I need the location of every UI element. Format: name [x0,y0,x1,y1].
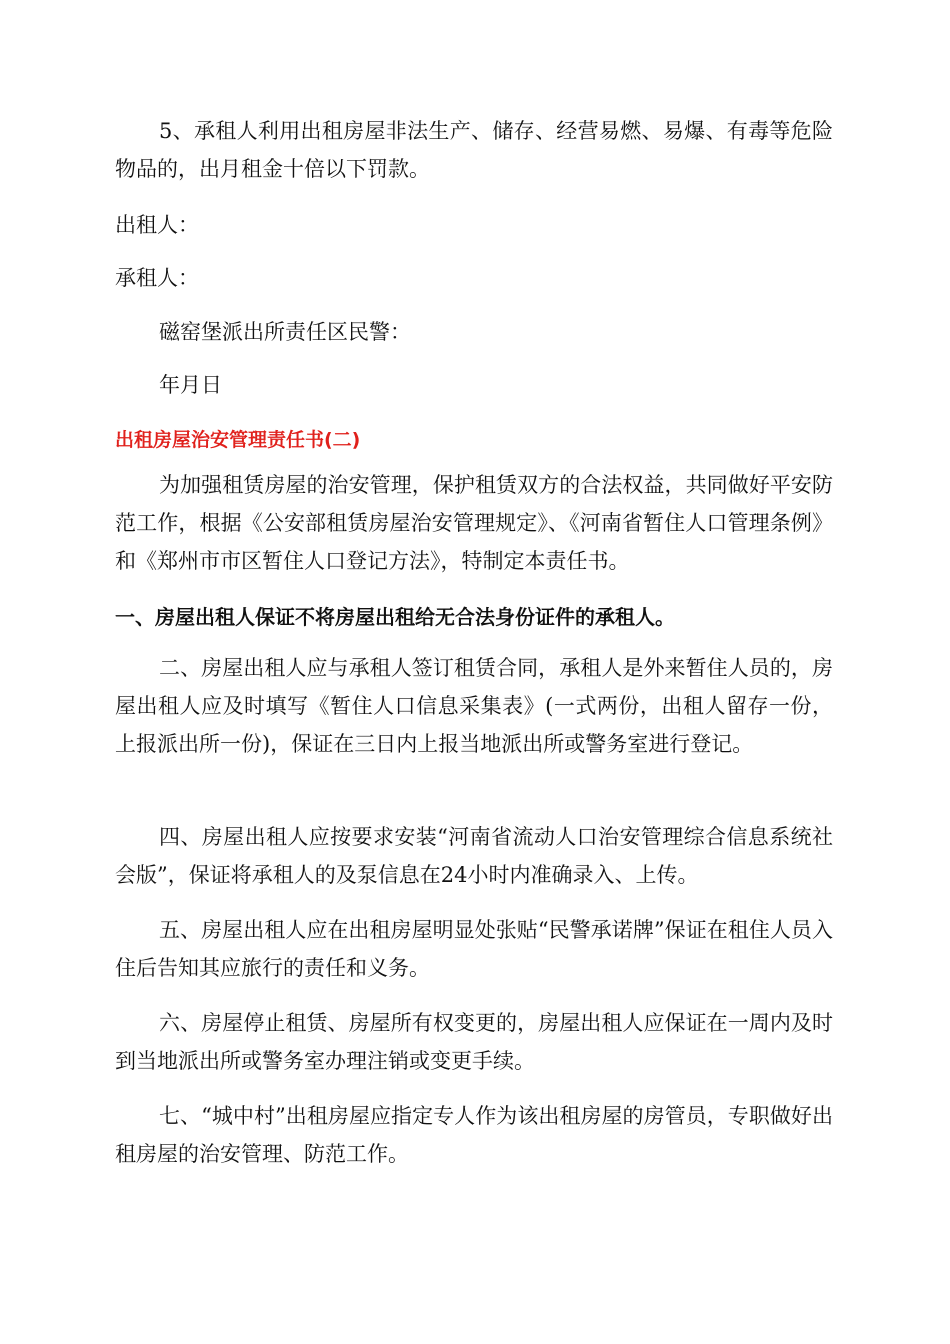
intro-paragraph: 为加强租赁房屋的治安管理，保护租赁双方的合法权益，共同做好平安防范工作，根据《公安部租赁房屋治安管理规定》、《河南省暂住人口管理条例》和《郑州市市区暂住人口登记方法》，特制定本责任书。 [115,473,833,573]
clause-7: 七、“城中村”出租房屋应指定专人作为该出租房屋的房管员，专职做好出租房屋的治安管理、防范工作。 [115,1104,833,1166]
clause-5: 五、房屋出租人应在出租房屋明显处张贴“民警承诺牌”保证在租住人员入住后告知其应旅行的责任和义务。 [115,918,833,980]
clause-2: 二、房屋出租人应与承租人签订租赁合同，承租人是外来暂住人员的，房屋出租人应及时填写《暂住人口信息采集表》(一式两份，出租人留存一份，上报派出所一份)，保证在三日内上报当地派出所或警务室进行登记。 [115,656,833,756]
lessor-signature-label: 出租人： [115,213,199,237]
police-signature-label: 磁窑堡派出所责任区民警： [159,320,411,344]
clause-4: 四、房屋出租人应按要求安装“河南省流动人口治安管理综合信息系统社会版”，保证将承租人的及泵信息在24小时内准确录入、上传。 [115,825,833,887]
clause-1: 一、房屋出租人保证不将房屋出租给无合法身份证件的承租人。 [115,605,675,629]
clause-6: 六、房屋停止租赁、房屋所有权变更的，房屋出租人应保证在一周内及时到当地派出所或警务室办理注销或变更手续。 [115,1011,833,1073]
paragraph-item-5: 5、承租人利用出租房屋非法生产、储存、经营易燃、易爆、有毒等危险物品的，出月租金十倍以下罚款。 [115,119,833,181]
date-label: 年月日 [159,373,222,397]
section-title: 出租房屋治安管理责任书(二) [115,429,361,451]
lessee-signature-label: 承租人： [115,266,199,290]
